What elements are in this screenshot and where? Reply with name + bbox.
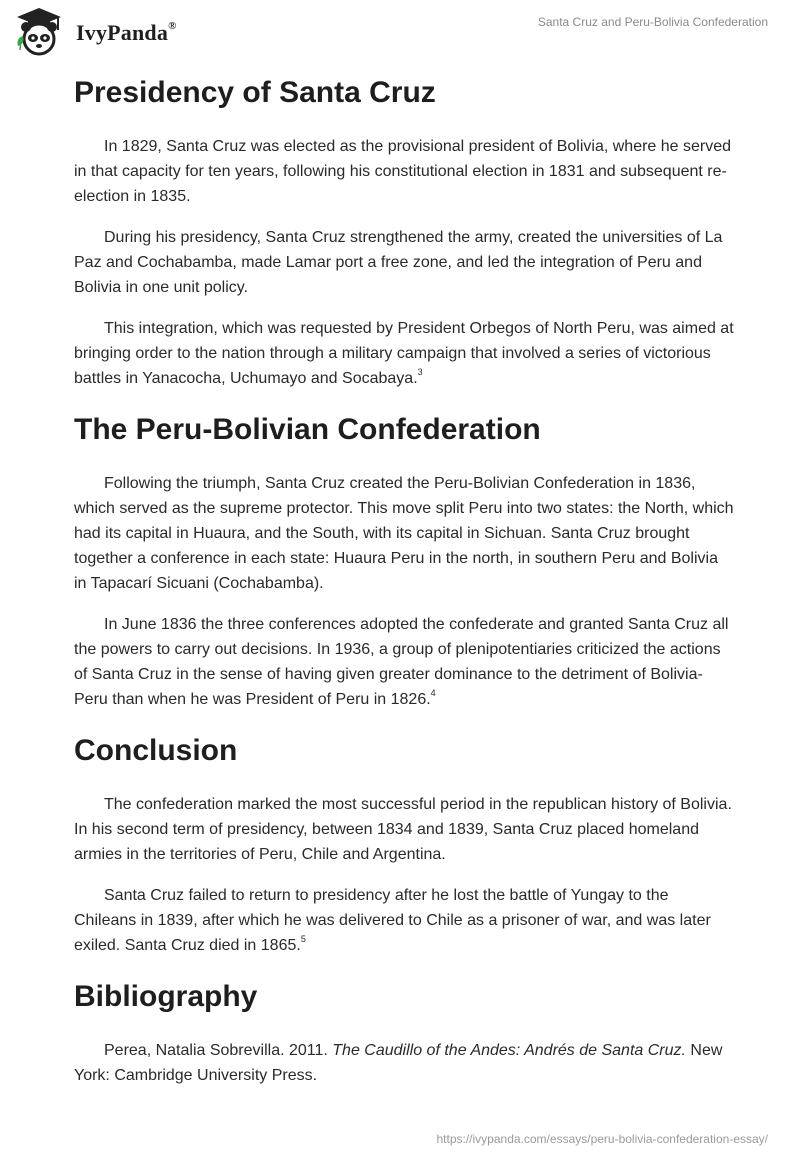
section-heading: Conclusion <box>74 734 238 767</box>
footnote-ref[interactable]: 5 <box>300 933 306 944</box>
paragraph: In 1829, Santa Cruz was elected as the provisional president of Bolivia, where he served in that capacity for ten years, following his constitutional election in 1831 and subsequent re-election in 1835. <box>74 138 732 205</box>
document-title: Santa Cruz and Peru-Bolivia Confederation <box>537 15 768 29</box>
paragraph: Following the triumph, Santa Cruz created the Peru-Bolivian Confederation in 1836, which served as the supreme protector. This move split Peru into two states: the North, which had its capital in Huaura, and the South, with its capital in Sichuan. Santa Cruz brought together a conference in each state: Huaura Peru in the north, in southern Peru and Bolivia in Tapacarí Sicuani (Cochabamba). <box>74 475 734 592</box>
bibliography-heading: Bibliography <box>74 980 258 1013</box>
page-header <box>0 0 800 70</box>
essay-content <box>74 70 734 1088</box>
section-heading: The Peru-Bolivian Confederation <box>74 413 541 446</box>
paragraph: The confederation marked the most successful period in the republican history of Bolivia. In his second term of presidency, between 1834 and 1839, Santa Cruz placed homeland armies in the territories of Peru, Chile and Argentina. <box>74 796 732 863</box>
footnote-ref[interactable]: 4 <box>430 687 436 698</box>
paragraph: During his presidency, Santa Cruz strengthened the army, created the universities of La Paz and Cochabamba, made Lamar port a free zone, and led the integration of Peru and Bolivia in one unit policy. <box>74 229 723 296</box>
paragraph: This integration, which was requested by President Orbegos of North Peru, was aimed at bringing order to the nation through a military campaign that involved a series of victorious battles in Yanacocha, Uchumayo and Socabaya.$^3$ <box>74 320 734 387</box>
bibliography-entry: Perea, Natalia Sobrevilla. 2011. The Caudillo of the Andes: Andrés de Santa Cruz. New York: Cambridge University Press. <box>74 1042 723 1084</box>
paragraph: Santa Cruz failed to return to presidency after he lost the battle of Yungay to the Chileans in 1839, after which he was delivered to Chile as a prisoner of war, and was later exiled. Santa Cruz died in 1865.$^5$ <box>74 887 711 954</box>
paragraph: In June 1836 the three conferences adopted the confederate and granted Santa Cruz all the powers to carry out decisions. In 1936, a group of plenipotentiaries criticized the actions of Santa Cruz in the sense of having given greater dominance to the detriment of Bolivia-Peru than when he was President of Peru in 1826.$^4$ <box>74 616 729 708</box>
section-heading: Presidency of Santa Cruz <box>74 76 436 109</box>
footnote-ref[interactable]: 3 <box>417 366 423 377</box>
brand-name[interactable]: IvyPanda® <box>76 19 177 45</box>
source-url[interactable]: https://ivypanda.com/essays/peru-bolivia-confederation-essay/ <box>436 1132 768 1146</box>
ivypanda-logo-icon[interactable] <box>14 6 64 58</box>
